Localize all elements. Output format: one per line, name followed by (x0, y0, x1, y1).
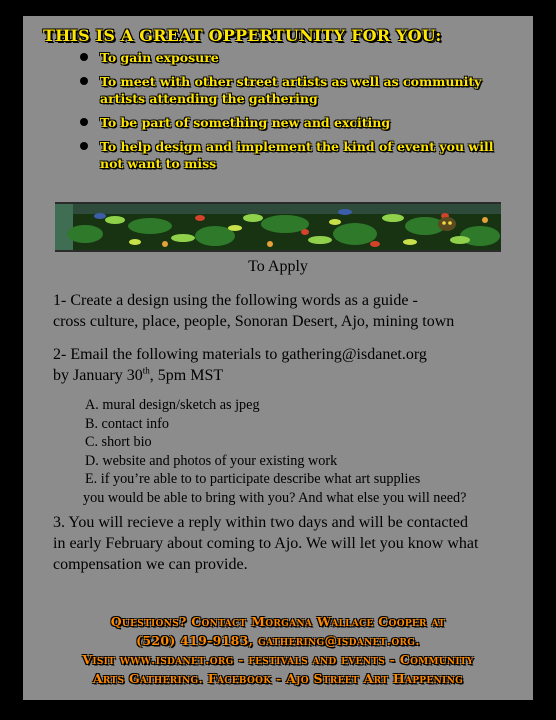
benefits-list (78, 49, 518, 179)
step-text (53, 365, 427, 386)
list-item (78, 138, 518, 172)
deadline-time: , 5pm MST (149, 367, 224, 384)
step-text: compensation we can provide. (53, 556, 248, 573)
list-item: A. mural design/sketch as jpeg (85, 397, 260, 413)
benefit-text: To help design and implement the kind of event you will not want to miss (100, 139, 494, 171)
contact-line: Questions? Contact Morgana Wallace Cooper at (110, 614, 446, 629)
bullet-icon (80, 53, 88, 61)
contact-line: Visit www.isdanet.org - festivals and events - Community (82, 652, 474, 667)
step-text: cross culture, place, people, Sonoran Desert, Ajo, mining town (53, 313, 455, 330)
benefit-text: To be part of something new and exciting (100, 115, 391, 130)
step-text: 1- Create a design using the following words as a guide - (53, 292, 418, 309)
bullet-icon (80, 142, 88, 150)
contact-line: Arts Gathering. Facebook - Ajo Street Art Happening (92, 671, 464, 686)
step-text: 2- Email the following materials to gathering@isdanet.org (53, 346, 427, 363)
deadline-date: by January 30 (53, 367, 143, 384)
list-item: E. if you’re able to to participate describe what art supplies (85, 471, 421, 487)
bullet-icon (80, 77, 88, 85)
list-item: C. short bio (85, 434, 152, 450)
flyer-panel (23, 16, 533, 700)
apply-title: To Apply (248, 258, 308, 275)
list-item: D. website and photos of your existing work (85, 452, 338, 469)
list-item (78, 73, 518, 107)
benefit-text: To gain exposure (100, 50, 219, 65)
apply-step-1 (53, 290, 454, 332)
list-item (78, 49, 518, 66)
date-suffix: th (142, 365, 150, 376)
step-text: 3. You will recieve a reply within two days and will be contacted (53, 514, 469, 531)
list-item: B. contact info (85, 415, 169, 432)
contact-line: (520) 419-9183, gathering@isdanet.org. (136, 633, 420, 648)
mural-art (55, 204, 501, 250)
jungle-mural-image (55, 202, 501, 252)
contact-info (23, 612, 533, 688)
bullet-icon (80, 118, 88, 126)
list-item (78, 114, 518, 131)
apply-step-2 (53, 344, 427, 386)
materials-list (85, 396, 466, 507)
step-text: in early February about coming to Ajo. We will let you know what (53, 535, 479, 552)
benefit-text: To meet with other street artists as well as community artists attending the gathering (100, 74, 482, 106)
headline: THIS IS A GREAT OPPERTUNITY FOR YOU: (43, 26, 442, 45)
apply-step-3 (53, 512, 478, 575)
list-item-continuation: you would be able to bring with you? And what else you will need? (83, 489, 467, 506)
